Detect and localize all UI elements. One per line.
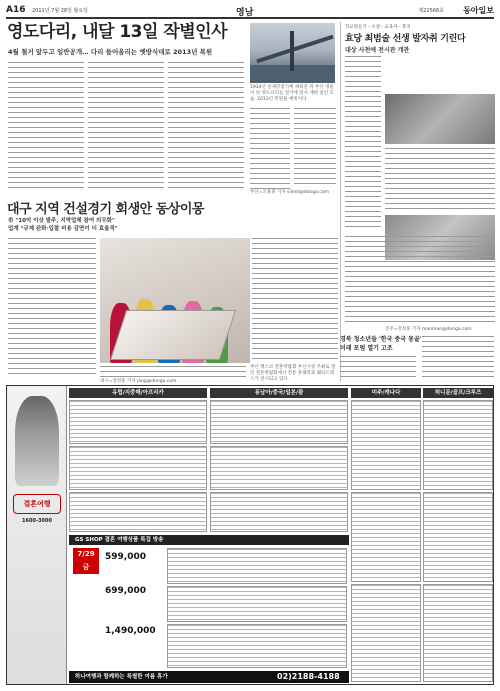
story1-body-col2 — [88, 62, 164, 192]
story3-body-col3 — [345, 236, 495, 324]
story1-headline: 영도다리, 내달 13일 작별인사 — [7, 22, 228, 42]
ad-heading-america: 미주/캐나다 — [351, 388, 421, 398]
bridge-deck — [256, 35, 333, 64]
gs-date-day: 7/29 — [77, 550, 95, 558]
bridge-photo — [250, 23, 335, 83]
story2-body — [8, 238, 96, 378]
story2-subhead — [8, 217, 248, 235]
ad-side-panel — [7, 386, 67, 684]
bridge-tower — [290, 31, 294, 71]
gs-product-listing — [167, 624, 347, 668]
price-2: 699,000 — [105, 586, 146, 596]
ad-listing — [351, 400, 421, 490]
ad-listing — [69, 446, 207, 490]
ad-heading-asia: 동남아/중국/일본/괌 — [210, 388, 348, 398]
ad-listing — [423, 400, 493, 490]
story1-body — [8, 62, 84, 192]
story3-headline: 효당 최범술 선생 발자취 기린다 — [345, 34, 466, 44]
wedding-expo-caption: 부산 백스코 결혼박람회 부산시청 주최로 열린 결혼박람회에서 전통 혼례복과 웨딩드레스가 전시되고 있다. — [250, 365, 336, 382]
story1-subhead: 4월 철거 앞두고 일반공개… 다리 들어올리는 옛방식대로 2013년 복원 — [8, 48, 213, 56]
ad-listing — [69, 400, 207, 444]
gs-product-listing — [167, 586, 347, 622]
ad-listing — [69, 492, 207, 532]
ad-listing — [351, 492, 421, 582]
ad-model-figure — [15, 396, 59, 486]
exhibit-photo — [385, 94, 495, 144]
story3-body — [345, 56, 381, 231]
hana-tour-banner: 하나여행과 함께하는 특별한 여름 휴가 — [69, 671, 349, 683]
page-number: A16 — [6, 5, 26, 15]
gs-shop-banner: GS SHOP 결혼 여행상품 특집 방송 — [69, 535, 349, 545]
section-title: 영남 — [236, 8, 254, 18]
story1-body-col4 — [250, 108, 290, 190]
issue-date: 2011년 7월 28일 월요일 — [32, 8, 89, 14]
gs-broadcast-date — [73, 548, 99, 574]
column-rule — [340, 22, 341, 382]
story2-subhead-line1: 市 "10억 이상 발주, 지역업체 참여 의무화" — [8, 218, 115, 224]
display-panel — [110, 310, 236, 360]
gs-date-weekday: 금 — [82, 563, 90, 571]
story3-body-col2 — [385, 148, 495, 212]
story4-headline: 경북 청소년들 '한국 중국 몽골' 미래 포럼 열기 고조 — [340, 336, 422, 352]
story3-subhead: 대상 사천에 전시관 개관 — [345, 47, 410, 54]
price-1: 599,000 — [105, 552, 146, 562]
ad-listing — [423, 492, 493, 582]
story2-body-col3 — [252, 238, 338, 362]
newspaper-logo: 동아일보 — [463, 5, 494, 15]
ad-listing — [210, 492, 348, 532]
ad-listing — [423, 584, 493, 682]
bridge-photo-caption: 1934년 일제강점기에 세워진 뒤 부산 명물이 된 영도다리를 철거에 앞서 재현 중인 모습. 2013년 복원될 예정이다. — [250, 85, 334, 102]
masthead — [6, 5, 494, 19]
story1-body-col3 — [168, 62, 244, 192]
story4-body — [340, 356, 416, 380]
story2-subhead-line2: 업계 "규제 완화·입찰 비용 감면이 더 효율적" — [8, 226, 118, 232]
story1-byline: 부산=조용휘 기자 silent@donga.com — [250, 190, 329, 195]
ad-side-phone: 1600-3000 — [22, 518, 52, 524]
story2-byline: 대구=장영훈 기자 jang@donga.com — [100, 379, 177, 384]
story3-kicker: 학교만들기 - 소셜 - 교육자 - 복지 — [345, 25, 411, 30]
edition-number: 제22566호 — [418, 8, 444, 14]
ad-stamp: 결혼여행 — [13, 494, 61, 514]
ad-heading-europe: 유럽/지중해/아프리카 — [69, 388, 207, 398]
advertisement-section — [6, 385, 494, 685]
story2-headline: 대구 지역 건설경기 회생안 동상이몽 — [7, 202, 204, 217]
ad-heading-honeymoon: 허니문/골프/크루즈 — [423, 388, 493, 398]
ad-listing — [210, 446, 348, 490]
story1-body-col5 — [294, 108, 336, 186]
ad-phone-number: 02)2188-4188 — [277, 672, 340, 681]
ad-listing — [351, 584, 421, 682]
wedding-expo-photo — [100, 238, 250, 363]
ad-listing — [210, 400, 348, 444]
story4-body-col2 — [422, 336, 494, 380]
price-3: 1,490,000 — [105, 626, 156, 636]
story2-body-col2 — [100, 366, 246, 378]
gs-product-listing — [167, 548, 347, 584]
story3-byline: 진주=강정훈 기자 manman@donga.com — [385, 327, 472, 332]
